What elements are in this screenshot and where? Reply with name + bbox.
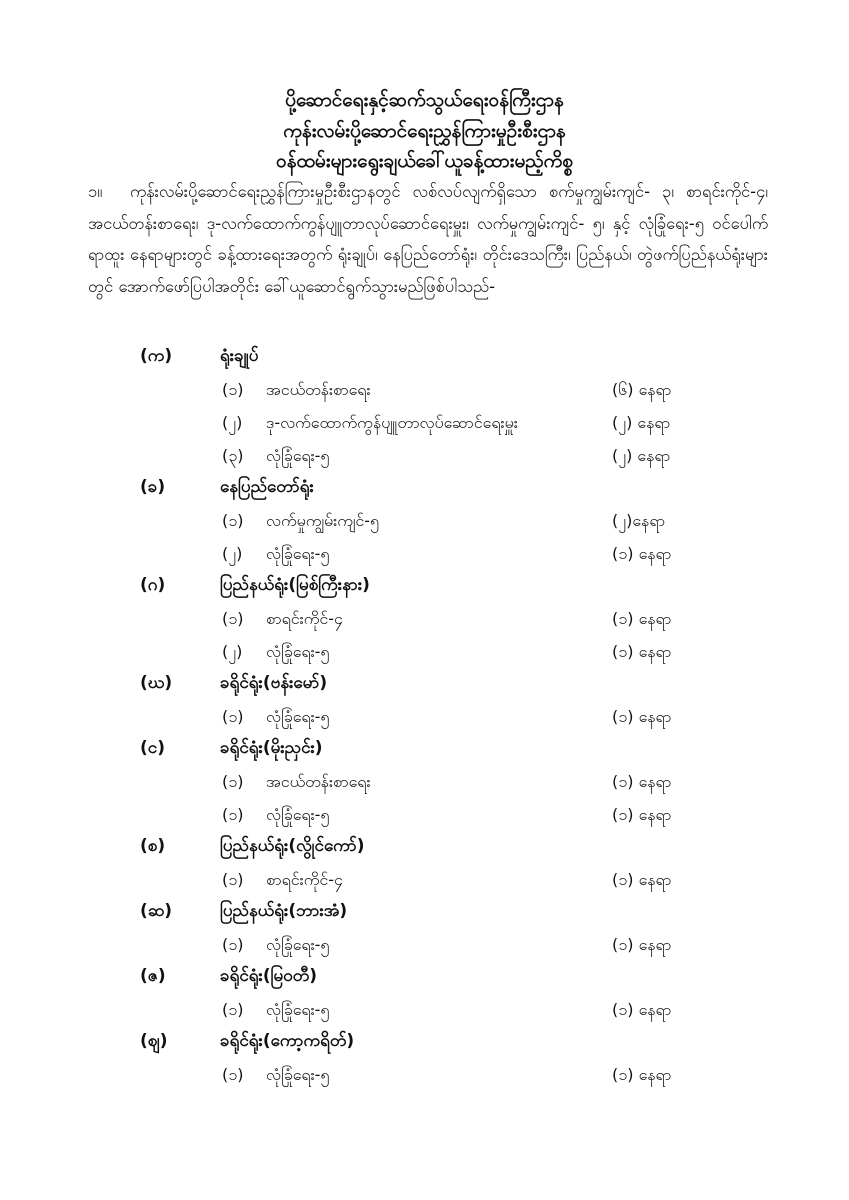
- item-number: (၁): [222, 511, 244, 530]
- item-number: (၂): [222, 544, 243, 563]
- vacancy-count: (၁) နေရာ: [612, 772, 672, 791]
- section-title: ပြည်နယ်ရုံး(လွိုင်ကော်): [220, 836, 365, 856]
- section-title: ခရိုင်ရုံး(ကော့ကရိတ်): [220, 1031, 355, 1051]
- vacancy-row: [0, 537, 849, 570]
- vacancy-row: [0, 504, 849, 537]
- item-number: (၁): [222, 772, 244, 791]
- position-name: လုံခြုံရေး-၅: [266, 805, 330, 824]
- vacancy-row: [0, 373, 849, 406]
- item-number: (၁): [222, 707, 244, 726]
- intro-paragraph: [88, 176, 768, 302]
- section-heading: [0, 1026, 849, 1058]
- item-number: (၁): [222, 380, 244, 399]
- position-name: လုံခြုံရေး-၅: [266, 544, 330, 563]
- vacancy-count: (၁) နေရာ: [612, 935, 672, 954]
- vacancy-count: (၁) နေရာ: [612, 1000, 672, 1019]
- section-heading: [0, 896, 849, 928]
- vacancy-row: [0, 1058, 849, 1091]
- section-label: (င): [140, 738, 165, 758]
- item-number: (၁): [222, 609, 244, 628]
- section-title: ခရိုင်ရုံး(ဗန်းမော်): [220, 673, 328, 693]
- vacancy-count: (၁) နေရာ: [612, 805, 672, 824]
- section-heading: [0, 472, 849, 504]
- section-title: ခရိုင်ရုံး(မိုးညှင်း): [220, 738, 323, 758]
- section-title: နေပြည်တော်ရုံး: [220, 477, 314, 497]
- vacancy-row: [0, 406, 849, 439]
- position-name: လုံခြုံရေး-၅: [266, 707, 330, 726]
- item-number: (၃): [222, 446, 244, 465]
- vacancy-count: (၂) နေရာ: [612, 413, 671, 432]
- vacancy-sections: [0, 341, 849, 1091]
- section-label: (က): [140, 346, 173, 366]
- section-heading: [0, 668, 849, 700]
- vacancy-count: (၆) နေရာ: [612, 380, 672, 399]
- vacancy-count: (၂) နေရာ: [612, 446, 671, 465]
- vacancy-row: [0, 928, 849, 961]
- item-number: (၂): [222, 413, 243, 432]
- position-name: လုံခြုံရေး-၅: [266, 1065, 330, 1084]
- paragraph-number: ၁။: [88, 182, 103, 201]
- vacancy-count: (၂)နေရာ: [612, 511, 666, 530]
- vacancy-row: [0, 602, 849, 635]
- section-title: ပြည်နယ်ရုံး(မြစ်ကြီးနား): [220, 575, 370, 595]
- vacancy-row: [0, 635, 849, 668]
- section-title: ခရိုင်ရုံး(မြဝတီ): [220, 966, 318, 986]
- section-label: (ဃ): [140, 673, 173, 693]
- announcement-title: ဝန်ထမ်းများရွေးချယ်ခေါ်ယူခန့်ထားမည့်ကိစ္စ: [276, 150, 573, 172]
- section-label: (ဂ): [140, 575, 166, 595]
- position-name: ဒု-လက်ထောက်ကွန်ပျူတာလုပ်ဆောင်ရေးမှူး: [266, 413, 518, 432]
- vacancy-row: [0, 798, 849, 831]
- section-label: (ဇ): [140, 966, 166, 986]
- position-name: လက်မှုကျွမ်းကျင်-၅: [266, 511, 380, 530]
- item-number: (၂): [222, 642, 243, 661]
- section-label: (ဆ): [140, 901, 172, 921]
- section-title: ပြည်နယ်ရုံး(ဘားအံ): [220, 901, 348, 921]
- section-heading: [0, 961, 849, 993]
- section-heading: [0, 831, 849, 863]
- section-heading: [0, 570, 849, 602]
- item-number: (၁): [222, 1065, 244, 1084]
- vacancy-count: (၁) နေရာ: [612, 544, 672, 563]
- position-name: စာရင်းကိုင်-၄: [266, 870, 344, 889]
- section-title: ရုံးချုပ်: [220, 346, 259, 366]
- intro-text: ကုန်းလမ်းပို့ဆောင်ရေးညွှန်ကြားမှုဦးစီးဌာနတွင် လစ်လပ်လျက်ရှိသော စက်မှုကျွမ်းကျင်- ၃၊ စာရင်းကိုင်-၄၊ အငယ်တန်းစာရေး၊ ဒု-လက်ထောက်ကွန်ပျူတာလုပ်ဆောင်ရေးမှူး၊ လက်မှုကျွမ်းကျင်- ၅၊ နှင့် လုံခြုံရေး-၅ ဝင်ပေါက်ရာထူး နေရာများတွင် ခန့်ထားရေးအတွက် ရုံးချုပ်၊ နေပြည်တော်ရုံး၊ တိုင်းဒေသကြီး၊ ပြည်နယ်၊ တွဲဖက်ပြည်နယ်ရုံးများတွင် အောက်ဖော်ပြပါအတိုင်း ခေါ်ယူဆောင်ရွက်သွားမည်ဖြစ်ပါသည်-: [88, 182, 768, 296]
- item-number: (၁): [222, 870, 244, 889]
- department-title: ကုန်းလမ်းပို့ဆောင်ရေးညွှန်ကြားမှုဦးစီးဌာန: [283, 120, 566, 142]
- vacancy-count: (၁) နေရာ: [612, 707, 672, 726]
- position-name: လုံခြုံရေး-၅: [266, 642, 330, 661]
- vacancy-row: [0, 700, 849, 733]
- vacancy-row: [0, 993, 849, 1026]
- item-number: (၁): [222, 1000, 244, 1019]
- ministry-title: ပို့ဆောင်ရေးနှင့်ဆက်သွယ်ရေးဝန်ကြီးဌာန: [285, 89, 564, 111]
- section-label: (ခ): [140, 477, 166, 497]
- vacancy-count: (၁) နေရာ: [612, 609, 672, 628]
- item-number: (၁): [222, 805, 244, 824]
- position-name: စာရင်းကိုင်-၄: [266, 609, 344, 628]
- vacancy-row: [0, 765, 849, 798]
- section-heading: [0, 341, 849, 373]
- item-number: (၁): [222, 935, 244, 954]
- vacancy-count: (၁) နေရာ: [612, 1065, 672, 1084]
- position-name: အငယ်တန်းစာရေး: [266, 380, 371, 399]
- vacancy-count: (၁) နေရာ: [612, 870, 672, 889]
- vacancy-row: [0, 439, 849, 472]
- vacancy-count: (၁) နေရာ: [612, 642, 672, 661]
- section-heading: [0, 733, 849, 765]
- position-name: လုံခြုံရေး-၅: [266, 446, 330, 465]
- section-label: (ဈ): [140, 1031, 168, 1051]
- position-name: လုံခြုံရေး-၅: [266, 1000, 330, 1019]
- position-name: လုံခြုံရေး-၅: [266, 935, 330, 954]
- vacancy-row: [0, 863, 849, 896]
- section-label: (စ): [140, 836, 166, 856]
- position-name: အငယ်တန်းစာရေး: [266, 772, 371, 791]
